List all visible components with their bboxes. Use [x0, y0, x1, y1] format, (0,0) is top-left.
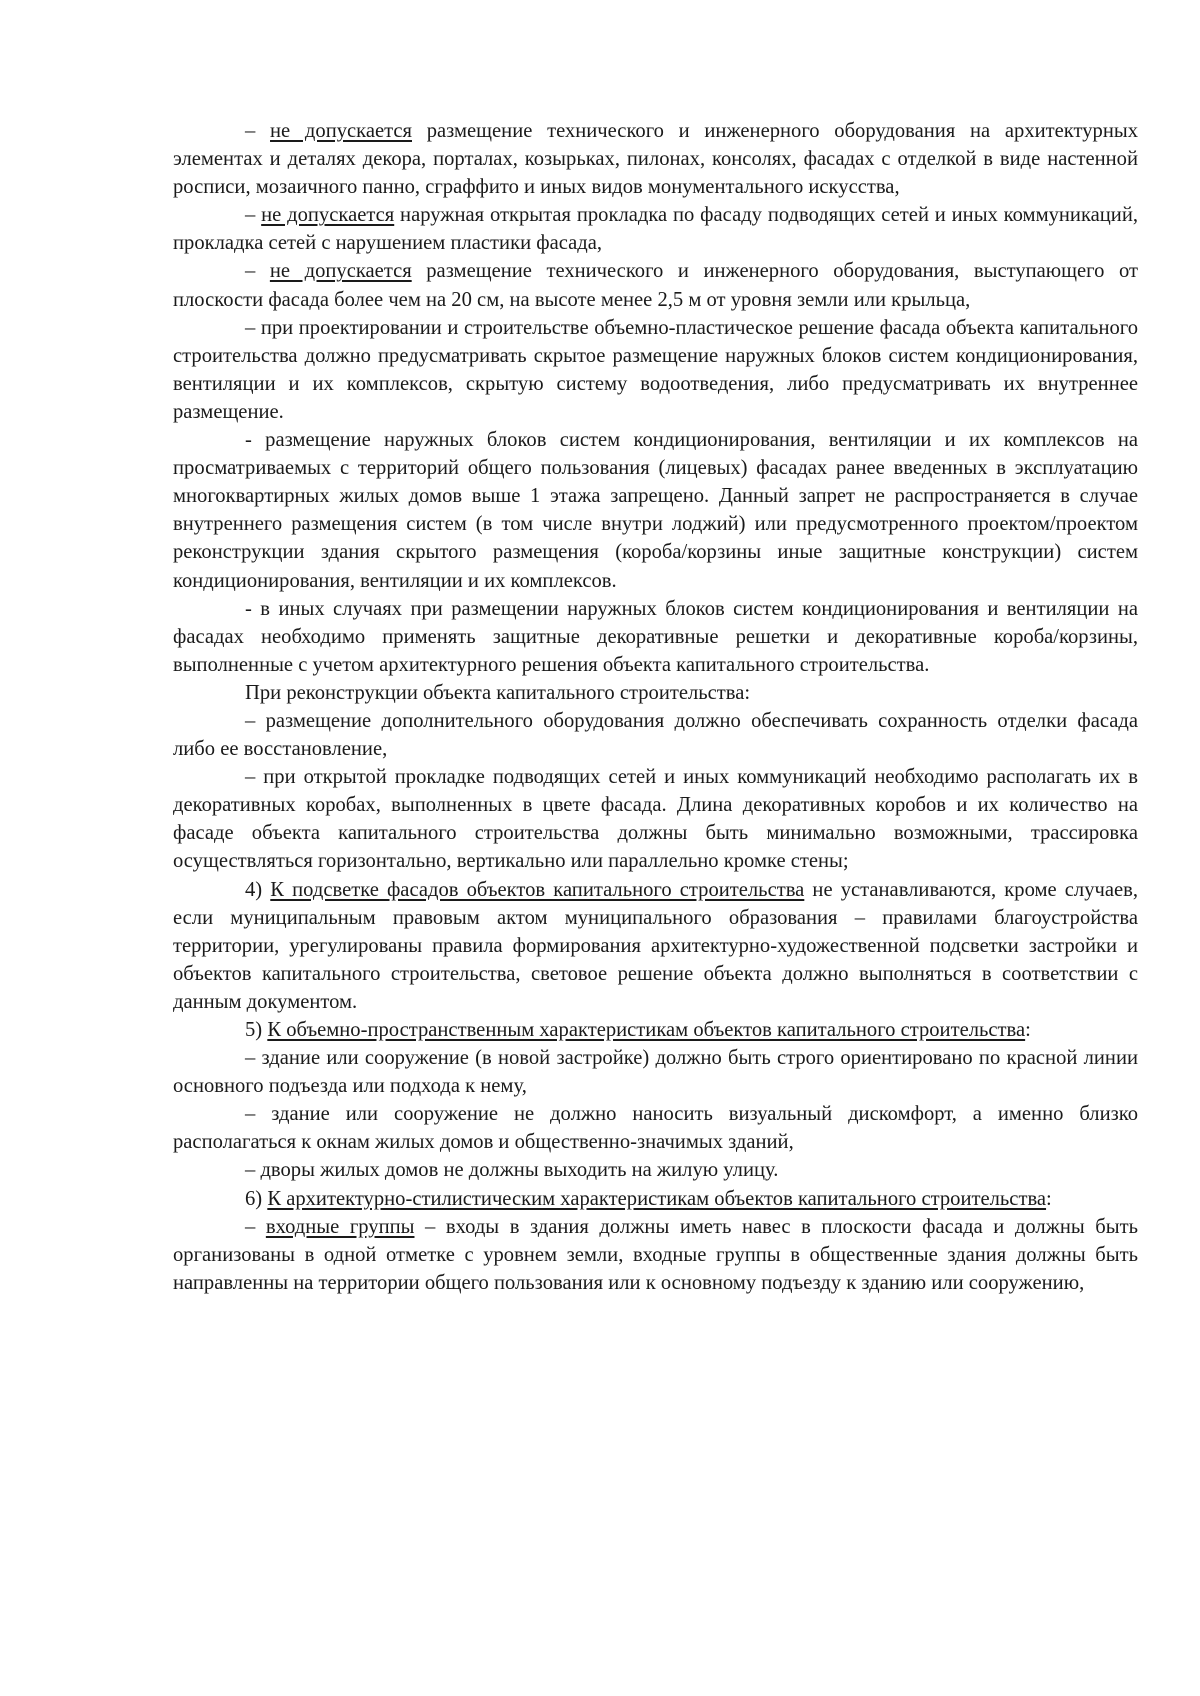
- paragraph-text: - в иных случаях при размещении наружных блоков систем кондиционирования и вентиляции на фасадах необходимо применять защитные декоративные решетки и декоративные короба/корзины, выполненные с учетом архитектурного решения объекта капитального строительства.: [173, 597, 1138, 676]
- underlined-phrase: не допускается: [270, 120, 412, 142]
- paragraph-lead: –: [245, 260, 270, 283]
- paragraph-text: :: [1025, 1019, 1031, 1041]
- paragraph: [173, 763, 1138, 875]
- paragraph-lead: –: [245, 1215, 266, 1238]
- paragraph-text: – дворы жилых домов не должны выходить на жилую улицу.: [245, 1159, 779, 1182]
- paragraph-text: - размещение наружных блоков систем кондиционирования, вентиляции и их комплексов на просматриваемых с территорий общего пользования (лицевых) фасадах ранее введенных в эксплуатацию многоквартирных жилых домов выше 1 этажа запрещено. Данный запрет не распространяется в случае внутреннего размещения систем (в том числе внутри лоджий) или предусмотренного проектом/проектом реконструкции здания скрытого размещения (короба/корзины иные защитные конструкции) систем кондиционирования, вентиляции и их комплексов.: [173, 429, 1138, 592]
- paragraph: [173, 595, 1138, 679]
- paragraph-text: – здание или сооружение не должно наносить визуальный дискомфорт, а именно близко располагаться к окнам жилых домов и общественно-значимых зданий,: [173, 1103, 1138, 1154]
- paragraph-lead: –: [245, 204, 262, 227]
- paragraph: [173, 1213, 1138, 1297]
- paragraph: [173, 1016, 1138, 1044]
- paragraph-text: – размещение дополнительного оборудования должно обеспечивать сохранность отделки фасада либо ее восстановление,: [173, 709, 1138, 761]
- paragraph: [173, 1044, 1138, 1100]
- paragraph-lead: 6): [245, 1187, 268, 1210]
- paragraph-text: – при проектировании и строительстве объемно-пластическое решение фасада объекта капитального строительства должно предусматривать скрытое размещение наружных блоков систем кондиционирования, вентиляции и их комплексов, скрытую систему водоотведения, либо предусматривать их внутреннее размещение.: [173, 316, 1138, 423]
- document-page: [173, 117, 1138, 1297]
- paragraph-lead: –: [245, 120, 271, 142]
- paragraph-text: размещение технического и инженерного оборудования на архитектурных элементах и деталях декора, порталах, козырьках, пилонах, консолях, фасадах с отделкой в виде настенной росписи, мозаичного панно, сграффито и иных видов монументального искусства,: [173, 120, 1138, 199]
- underlined-phrase: входные группы: [265, 1215, 415, 1238]
- paragraph-text: :: [1046, 1187, 1052, 1210]
- paragraph: [173, 117, 1138, 201]
- paragraph-text: размещение технического и инженерного оборудования, выступающего от плоскости фасада более чем на 20 см, на высоте менее 2,5 м от уровня земли или крыльца,: [173, 260, 1138, 311]
- paragraph-text: – здание или сооружение (в новой застройке) должно быть строго ориентировано по красной линии основного подъезда или подхода к нему,: [173, 1047, 1138, 1098]
- paragraph: [173, 426, 1138, 595]
- paragraph: [173, 876, 1138, 1016]
- underlined-phrase: не допускается: [261, 204, 395, 227]
- paragraph-text: При реконструкции объекта капитального строительства:: [245, 681, 751, 704]
- underlined-phrase: не допускается: [269, 260, 412, 283]
- paragraph-text: – при открытой прокладке подводящих сетей и иных коммуникаций необходимо располагать их в декоративных коробах, выполненных в цвете фасада. Длина декоративных коробов и их количество на фасаде объекта капитального строительства должны быть минимально возможными, трассировка осуществляться горизонтально, вертикально или параллельно кромке стены;: [173, 766, 1138, 873]
- underlined-phrase: К подсветке фасадов объектов капитального строительства: [270, 878, 805, 901]
- underlined-phrase: К объемно-пространственным характеристикам объектов капитального строительства: [267, 1019, 1026, 1041]
- paragraph: [173, 314, 1138, 426]
- paragraph: [173, 707, 1138, 763]
- underlined-phrase: К архитектурно-стилистическим характеристикам объектов капитального строительства: [267, 1187, 1047, 1210]
- paragraph: [173, 1100, 1138, 1156]
- paragraph-lead: 4): [245, 878, 271, 901]
- paragraph-text: не устанавливаются, кроме случаев, если муниципальным правовым актом муниципального образования – правилами благоустройства территории, урегулированы правила формирования архитектурно-художественной подсветки застройки и объектов капитального строительства, световое решение объекта должно выполняться в соответствии с данным документом.: [173, 878, 1138, 1013]
- paragraph: [173, 1185, 1138, 1213]
- paragraph-text: – входы в здания должны иметь навес в плоскости фасада и должны быть организованы в одной отметке с уровнем земли, входные группы в общественные здания должны быть направленны на территории общего пользования или к основному подъезду к зданию или сооружению,: [173, 1215, 1138, 1294]
- paragraph: [173, 1156, 1138, 1184]
- paragraph-lead: 5): [245, 1019, 268, 1041]
- paragraph: [173, 679, 1138, 707]
- paragraph-text: наружная открытая прокладка по фасаду подводящих сетей и иных коммуникаций, прокладка сетей с нарушением пластики фасада,: [173, 204, 1138, 255]
- paragraph: [173, 257, 1138, 313]
- paragraph: [173, 201, 1138, 257]
